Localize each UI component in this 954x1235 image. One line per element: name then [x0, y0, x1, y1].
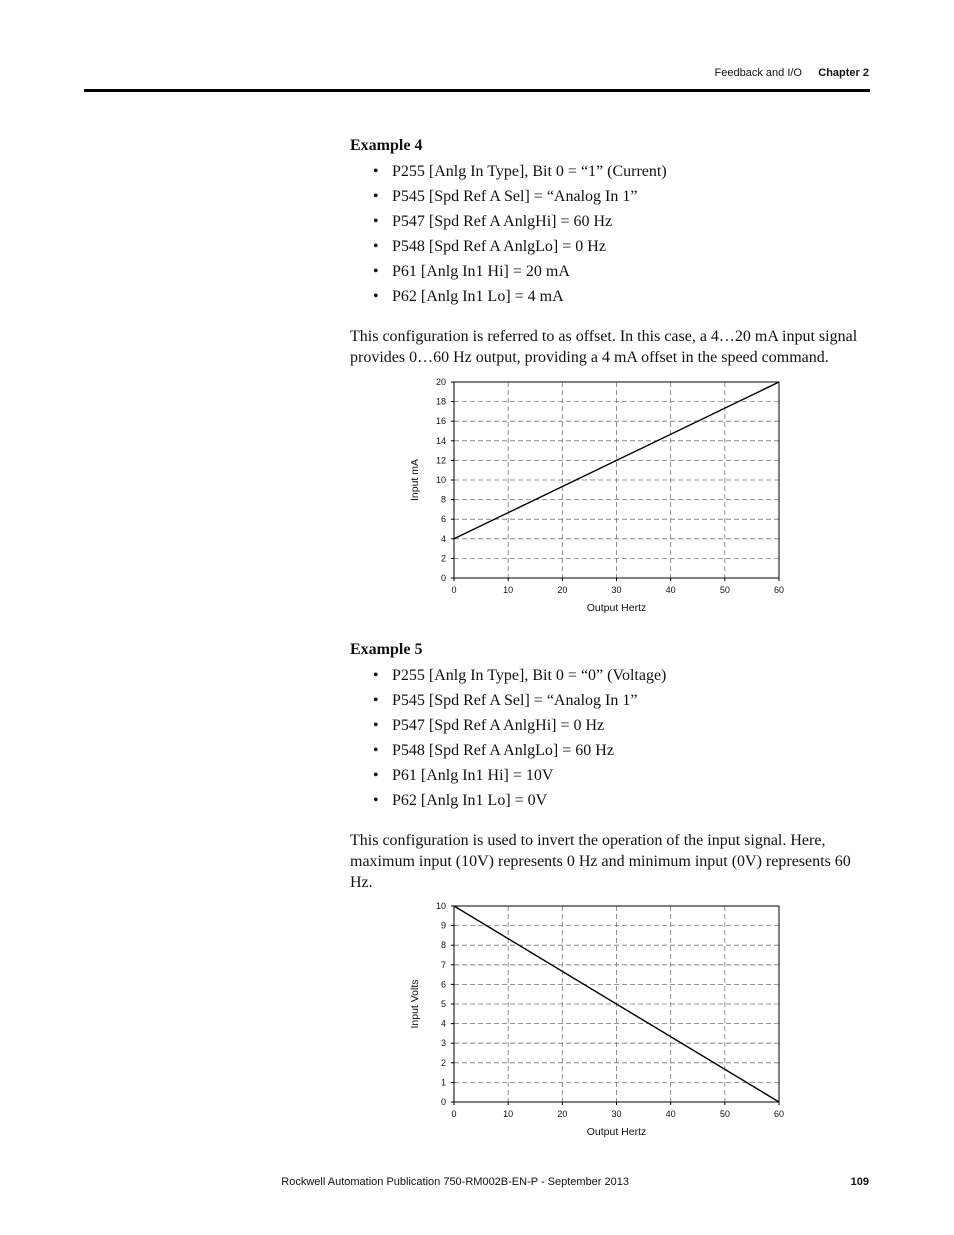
example-4-params [350, 159, 870, 309]
bullet-icon: • [373, 263, 379, 280]
example-5-section [350, 639, 870, 813]
bullet-icon: • [373, 742, 379, 759]
x-axis-label: Output Hertz [586, 602, 647, 614]
y-tick-label: 12 [435, 455, 446, 466]
param-item [350, 259, 870, 284]
param-text: P547 [Spd Ref A AnlgHi] = 60 Hz [392, 213, 613, 230]
bullet-icon: • [373, 188, 379, 205]
param-text: P61 [Anlg In1 Hi] = 10V [392, 767, 554, 784]
x-axis-label: Output Hertz [586, 1126, 647, 1138]
y-tick-label: 9 [440, 920, 446, 931]
y-tick-label: 18 [435, 396, 446, 407]
y-axis-label: Input mA [409, 458, 421, 502]
y-tick-label: 2 [440, 553, 446, 564]
page-header [0, 0, 954, 95]
example-5-params [350, 663, 870, 813]
x-tick-label: 20 [557, 1109, 568, 1119]
x-tick-label: 50 [719, 585, 730, 595]
x-tick-label: 20 [557, 585, 568, 595]
param-item [350, 713, 870, 738]
y-tick-label: 3 [440, 1038, 446, 1049]
example-5-title: Example 5 [350, 641, 423, 658]
x-tick-label: 60 [773, 1109, 785, 1119]
y-tick-label: 0 [440, 1097, 446, 1107]
x-tick-label: 50 [719, 1109, 730, 1119]
bullet-icon: • [373, 163, 379, 180]
y-tick-label: 1 [440, 1077, 446, 1088]
y-tick-label: 7 [440, 959, 446, 970]
param-text: P255 [Anlg In Type], Bit 0 = “0” (Voltage) [392, 667, 667, 684]
header-chapter-label: Chapter 2 [818, 67, 869, 79]
param-item [350, 688, 870, 713]
example-4-description: This configuration is referred to as offset. In this case, a 4…20 mA input signal provides 0…60 Hz output, providing a 4 mA offset in the speed command. [350, 328, 858, 366]
bullet-icon: • [373, 767, 379, 784]
x-tick-label: 40 [665, 585, 676, 595]
y-tick-label: 4 [440, 1018, 446, 1029]
y-tick-label: 6 [440, 979, 446, 990]
x-tick-label: 60 [773, 585, 785, 595]
bullet-icon: • [373, 213, 379, 230]
x-tick-label: 10 [503, 1109, 514, 1119]
x-tick-label: 10 [503, 585, 514, 595]
param-item [350, 159, 870, 184]
param-text: P548 [Spd Ref A AnlgLo] = 60 Hz [392, 742, 614, 759]
example-4-description-block [350, 326, 870, 368]
header-rule [84, 89, 870, 92]
bullet-icon: • [373, 692, 379, 709]
example-5-description-block [350, 830, 870, 893]
bullet-icon: • [373, 667, 379, 684]
footer-publication: Rockwell Automation Publication 750-RM002B-EN-P - September 2013 [281, 1176, 629, 1188]
param-text: P548 [Spd Ref A AnlgLo] = 0 Hz [392, 238, 606, 255]
bullet-icon: • [373, 717, 379, 734]
y-tick-label: 8 [440, 940, 446, 951]
param-item [350, 788, 870, 813]
y-tick-label: 16 [435, 416, 446, 427]
param-item [350, 234, 870, 259]
bullet-icon: • [373, 792, 379, 809]
param-item [350, 284, 870, 309]
y-tick-label: 0 [440, 573, 446, 583]
param-text: P61 [Anlg In1 Hi] = 20 mA [392, 263, 570, 280]
x-tick-label: 30 [611, 585, 622, 595]
param-text: P62 [Anlg In1 Lo] = 0V [392, 792, 548, 809]
x-tick-label: 30 [611, 1109, 622, 1119]
footer-page-number: 109 [850, 1176, 869, 1188]
param-item [350, 663, 870, 688]
bullet-icon: • [373, 288, 379, 305]
param-text: P62 [Anlg In1 Lo] = 4 mA [392, 288, 564, 305]
y-tick-label: 5 [440, 999, 446, 1009]
param-text: P255 [Anlg In Type], Bit 0 = “1” (Current) [392, 163, 667, 180]
param-item [350, 209, 870, 234]
y-tick-label: 20 [435, 377, 446, 387]
y-axis-label: Input Volts [409, 979, 421, 1029]
x-tick-label: 0 [451, 585, 457, 595]
x-tick-label: 40 [665, 1109, 676, 1119]
y-tick-label: 4 [440, 533, 446, 544]
y-tick-label: 10 [435, 901, 446, 911]
param-text: P547 [Spd Ref A AnlgHi] = 0 Hz [392, 717, 605, 734]
y-tick-label: 10 [435, 475, 446, 485]
param-text: P545 [Spd Ref A Sel] = “Analog In 1” [392, 692, 638, 709]
param-item [350, 763, 870, 788]
param-item [350, 738, 870, 763]
y-tick-label: 8 [440, 494, 446, 505]
header-section-title: Feedback and I/O [714, 67, 802, 79]
bullet-icon: • [373, 238, 379, 255]
y-tick-label: 6 [440, 514, 446, 525]
example-5-description: This configuration is used to invert the operation of the input signal. Here, maximum input (10V) represents 0 Hz and minimum input (0V) represents 60 Hz. [350, 832, 851, 891]
example-4-section [350, 135, 870, 309]
param-item [350, 184, 870, 209]
chart-input-volts [400, 896, 800, 1141]
param-text: P545 [Spd Ref A Sel] = “Analog In 1” [392, 188, 638, 205]
x-tick-label: 0 [451, 1109, 457, 1119]
y-tick-label: 2 [440, 1057, 446, 1068]
chart-input-ma [400, 372, 800, 617]
example-4-title: Example 4 [350, 137, 423, 154]
y-tick-label: 14 [435, 435, 446, 446]
